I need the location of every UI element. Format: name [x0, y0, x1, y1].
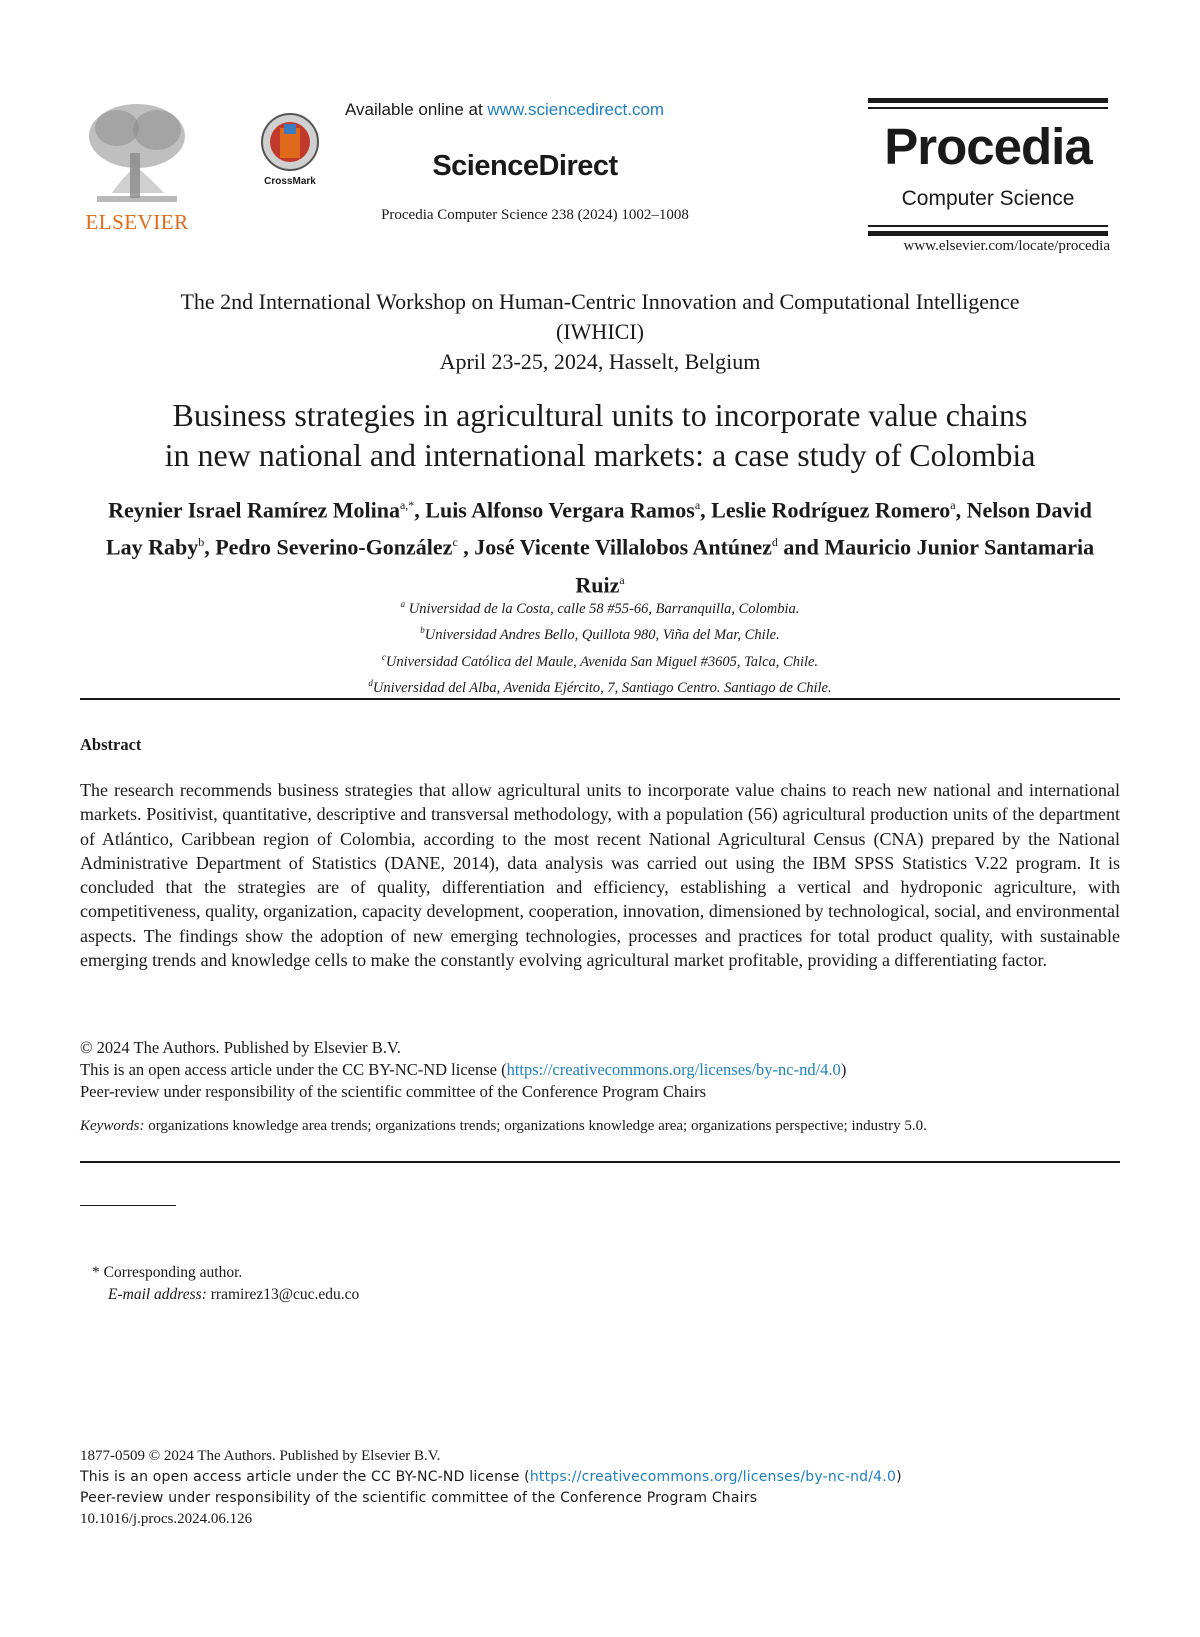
license-link[interactable]: https://creativecommons.org/licenses/by-nc-nd/4.0 — [506, 1060, 841, 1079]
conference-info — [80, 287, 1120, 377]
page-footer — [80, 1446, 1120, 1530]
paper-title-line-2: in new national and international markets: a case study of Colombia — [164, 437, 1036, 473]
affiliation-text: Universidad Católica del Maule, Avenida San Miguel #3605, Talca, Chile. — [385, 653, 819, 670]
author-affil-marker: a,* — [399, 498, 415, 512]
affiliation-marker: c — [381, 651, 386, 662]
issn-line: 1877-0509 © 2024 The Authors. Published by Elsevier B.V. — [80, 1448, 441, 1464]
paper-title — [80, 395, 1120, 475]
author-list — [100, 489, 1100, 601]
author-separator: , — [204, 534, 216, 560]
email-label: E-mail address: — [108, 1286, 207, 1303]
author-affil-marker: c — [452, 535, 458, 550]
open-access-line — [80, 1059, 1120, 1081]
crossmark-icon[interactable] — [254, 110, 326, 188]
conference-date-location: April 23-25, 2024, Hasselt, Belgium — [439, 349, 761, 374]
available-online-line — [345, 100, 725, 120]
author-affil-marker: d — [771, 535, 778, 550]
author-name: Reynier Israel Ramírez Molina — [108, 497, 400, 523]
sciencedirect-link[interactable]: www.sciencedirect.com — [487, 100, 665, 119]
footer-open-access-line — [80, 1467, 1120, 1488]
author-name: Nelson David Lay Raby — [105, 497, 1092, 560]
available-online-label: Available online at — [345, 100, 488, 119]
affiliation-text: Universidad Andres Bello, Quillota 980, Viña del Mar, Chile. — [424, 627, 780, 644]
author-separator: , — [955, 497, 967, 523]
author-name: Pedro Severino-González — [215, 534, 453, 560]
elsevier-wordmark: ELSEVIER — [85, 210, 189, 234]
open-access-suffix: ) — [840, 1060, 847, 1079]
copyright-line: © 2024 The Authors. Published by Elsevier B.V. — [80, 1038, 401, 1057]
author-affil-marker: a — [950, 498, 956, 512]
author-name: Luis Alfonso Vergara Ramos — [425, 497, 695, 523]
paper-title-line-1: Business strategies in agricultural units to incorporate value chains — [172, 397, 1028, 433]
procedia-title: Procedia — [884, 118, 1092, 175]
journal-reference: Procedia Computer Science 238 (2024) 1002–1008 — [381, 207, 689, 223]
footnote-rule — [80, 1205, 176, 1206]
author-separator: , — [414, 497, 426, 523]
footer-open-access-text: This is an open access article under the CC BY-NC-ND license ( — [80, 1469, 530, 1485]
author-affil-marker: a — [619, 572, 625, 587]
corresponding-author-label: * Corresponding author. — [92, 1264, 243, 1281]
keywords-text: organizations knowledge area trends; organizations trends; organizations knowledge area; organizations perspective; industry 5.0. — [144, 1118, 927, 1134]
footer-peer-review-line: Peer-review under responsibility of the scientific committee of the Conference Program Chairs — [80, 1490, 758, 1506]
abstract-heading: Abstract — [80, 735, 142, 754]
affiliation-item — [100, 620, 1100, 646]
author-name: Leslie Rodríguez Romero — [711, 497, 951, 523]
conference-name: The 2nd International Workshop on Human-Centric Innovation and Computational Intelligence — [180, 289, 1020, 314]
license-block — [80, 1037, 1120, 1103]
conference-acronym: (IWHICI) — [556, 319, 644, 344]
abstract-body: The research recommends business strategies that allow agricultural units to incorporate value chains to reach new national and international markets. Positivist, quantitative, descriptive and transversal methodology, with a population (56) agricultural production units of the department of Atlántico, Caribbean region of Colombia, according to the most recent National Agricultural Census (CNA) prepared by the National Administrative Department of Statistics (DANE, 2014), data analysis was carried out using the IBM SPSS Statistics V.22 program. It is concluded that the strategies are of quality, differentiation and efficiency, establishing a vertical and hydroponic agriculture, with competitiveness, quality, organization, capacity development, cooperation, innovation, dimensioned by technological, social, and environmental aspects. The findings show the adoption of new emerging technologies, processes and practices for total product quality, with sustainable emerging trends and knowledge cells to make the constantly evolving agricultural market profitable, providing a differentiating factor. — [80, 780, 1120, 971]
footer-license-link[interactable]: https://creativecommons.org/licenses/by-nc-nd/4.0 — [529, 1469, 897, 1485]
keywords-label: Keywords: — [80, 1118, 145, 1134]
author-separator: , — [457, 534, 475, 560]
procedia-subtitle: Computer Science — [901, 187, 1075, 210]
author-separator: , — [700, 497, 712, 523]
affiliation-item — [100, 647, 1100, 673]
author-name: Mauricio Junior Santamaria Ruiz — [575, 534, 1095, 597]
author-separator: and — [777, 534, 825, 560]
email-address[interactable]: rramirez13@cuc.edu.co — [206, 1286, 360, 1303]
keywords-line — [80, 1118, 1120, 1135]
open-access-text: This is an open access article under the CC BY-NC-ND license ( — [80, 1060, 507, 1079]
footer-open-access-suffix: ) — [896, 1469, 902, 1485]
affiliation-marker: b — [420, 625, 425, 636]
journal-url[interactable]: www.elsevier.com/locate/procedia — [903, 238, 1110, 254]
affiliation-marker: a — [400, 599, 406, 609]
affiliation-item — [100, 594, 1100, 620]
author-name: José Vicente Villalobos Antúnez — [474, 534, 772, 560]
sciencedirect-wordmark: ScienceDirect — [432, 150, 618, 182]
email-line — [92, 1284, 359, 1306]
author-affil-marker: a — [694, 498, 701, 512]
affiliation-text: Universidad de la Costa, calle 58 #55-66, Barranquilla, Colombia. — [405, 600, 800, 617]
peer-review-line: Peer-review under responsibility of the scientific committee of the Conference Program Chairs — [80, 1082, 707, 1101]
author-affil-marker: b — [198, 535, 205, 550]
procedia-journal-logo — [868, 98, 1108, 236]
abstract-top-rule — [80, 698, 1120, 700]
abstract-bottom-rule — [80, 1161, 1120, 1163]
corresponding-author-note — [92, 1262, 359, 1306]
affiliation-item — [100, 673, 1100, 699]
affiliation-text: Universidad del Alba, Avenida Ejército, 7, Santiago Centro. Santiago de Chile. — [372, 679, 832, 696]
affiliation-list — [100, 594, 1100, 699]
affiliation-marker: d — [368, 677, 373, 688]
doi-line[interactable]: 10.1016/j.procs.2024.06.126 — [80, 1511, 253, 1527]
svg-text:CrossMark: CrossMark — [264, 176, 316, 187]
